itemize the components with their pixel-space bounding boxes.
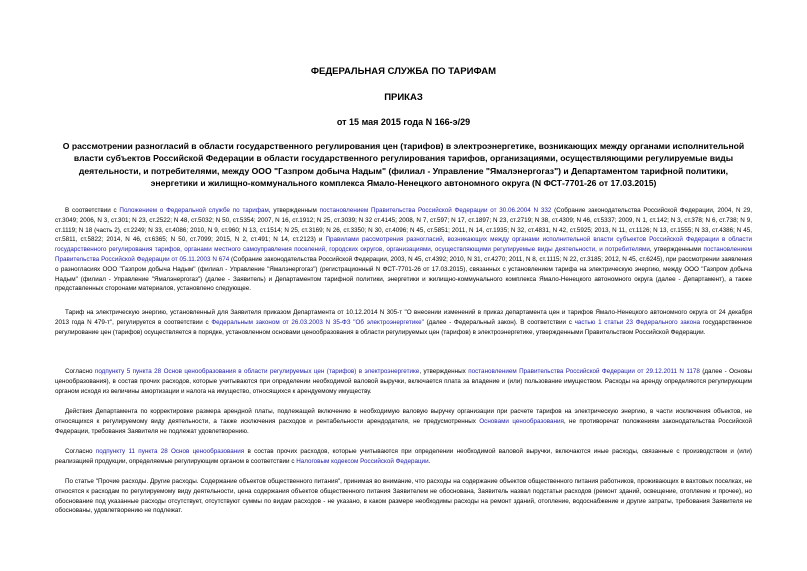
link-decree-1178[interactable]: постановлением Правительства Российской Федерации от 29.12.2011 N 1178 xyxy=(468,368,700,375)
paragraph-text: Действия Департамента по корректировке размера арендной платы, подлежащей включению в необходимую валовую выручку организации при расчете тарифов на электрическую энергию, в части исключения объектов, не относящихся к регулируемому виду деятельности, а также исключения расходов и рентабельности арендодателя, не предусмотренных xyxy=(55,408,752,425)
paragraph-text: Тариф на электрическую энергию, установленный для Заявителя приказом Департамента от 10.12.2014 N 305-т "О внесении изменений в приказ департамента цен и тарифов Ямало-Ненецкого автономного округа от 24 декабря 2013 года N 479-т", регулируется в соответствии с xyxy=(55,309,752,326)
agency-name: ФЕДЕРАЛЬНАЯ СЛУЖБА ПО ТАРИФАМ xyxy=(310,66,497,77)
paragraph-text: (Собрание законодательства Российской Федерации, 2003, N 45, ст.4392; 2010, N 31, ст.4270; 2011, N 8, ст.1115; N 22, ст.3185; 2012, N 45, ст.6245), при рассмотрении заявления о разногласиях ООО "Газпром добыча Надым" (филиал - Управление "Ямалэнергогаз") (регистрационный N ФСТ-7701-26 от 17.03.2015), связанных с установлением тарифа на электрическую энергию, между ООО "Газпром добыча Надым" (филиал - Управление "Ямалэнергогаз") (далее - Заявитель) и Департаментом тарифной политики, энергетики и жилищно-коммунального комплекса Ямало-Ненецкого автономного округа (далее - Департамент), а также представленных сторонами материалов, установлено следующее. xyxy=(55,255,752,293)
document-date-number: от 15 мая 2015 года N 166-э/29 xyxy=(336,117,471,127)
link-decree-674[interactable]: постановлением Правительства Российской Федерации от 05.11.2003 N 674 xyxy=(55,246,752,263)
paragraph-text: , утвержденным xyxy=(268,207,320,214)
link-tax-code[interactable]: Налоговым кодексом Российской Федерации xyxy=(296,457,429,465)
link-fst-regulation[interactable]: Положением о Федеральной службе по тарифам xyxy=(119,207,269,214)
link-pricing-basics[interactable]: Основами ценообразования xyxy=(479,417,564,425)
link-dispute-rules[interactable]: Правилами рассмотрения разногласий, возникающих между органами исполнительной власти субъектов Российской Федерации в области государственного регулирования тарифов, органами местного самоуправления поселений, городских округов, организациями, осуществляющими регулируемые виды деятельности, и потребителями xyxy=(55,236,752,254)
document-title: О рассмотрении разногласий в области государственного регулирования цен (тарифов) в электроэнергетике, возникающих между органами исполнительной власти субъектов Российской Федерации в области государственного регулирования тарифов, организациями, осуществляющими регулируемые виды деятельности, и потребителями, между ООО "Газпром добыча Надым" (филиал - Управление "Ямалэнергогаз") и Департаментом тарифной политики, энергетики и жилищно-коммунального комплекса Ямало-Ненецкого автономного округа (N ФСТ-7701-26 от 17.03.2015) xyxy=(62,141,745,189)
link-subclause-5[interactable]: подпункту 5 пункта 28 Основ ценообразования в области регулируемых цен (тарифов) в электроэнергетике xyxy=(94,368,420,375)
paragraph-5 xyxy=(55,447,752,467)
link-article-23[interactable]: частью 1 статьи 23 Федерального закона xyxy=(574,318,701,326)
paragraph-text: , не противоречат положениям законодательства Российской Федерации, требования Заявителя не подлежат удовлетворению. xyxy=(55,417,752,435)
paragraph-text: По статье "Прочие расходы. Другие расходы. Содержание объектов общественного питания", принимая во внимание, что расходы на содержание объектов общественного питания работников, проживающих в вахтовых поселках, не относятся к расходам по регулируемому виду деятельности, цена содержания объектов общественного питания Заявителем не обоснована, Заявитель назвал подстатьи расходов (ремонт зданий, освещение, отопление и прочее), но обоснование под указанные расходы отсутствует, отсутствуют суммы по видам расходов - не указано, в каком размере необходимы расходы на ремонт зданий, отопление, водоснабжение и другие затраты, требования Заявителя не обоснованы, удовлетворению не подлежат. xyxy=(55,478,752,515)
paragraph-text: , утвержденных xyxy=(419,368,469,375)
paragraph-text: Согласно xyxy=(65,448,96,455)
link-subclause-11[interactable]: подпункту 11 пункта 28 Основ ценообразования xyxy=(95,448,245,455)
paragraph-4 xyxy=(55,407,752,436)
paragraph-3 xyxy=(55,367,752,396)
paragraph-text: В соответствии с xyxy=(65,207,120,214)
paragraph-text: (далее - Основы ценообразования), в состав прочих расходов, которые учитываются при определении необходимой валовой выручки, включается плата за владение и (или) пользование имуществом. Расходы на аренду определяются регулирующим органом исходя из величины амортизации и налога на имущество, относящихся к арендуемому имуществу. xyxy=(55,368,752,395)
paragraph-text: . xyxy=(428,457,431,465)
paragraph-2 xyxy=(55,308,752,337)
paragraph-text: в состав прочих расходов, которые учитываются при определении необходимой валовой выручки, включаются иные расходы, связанные с производством и (или) реализацией продукции, определяемые регулирующим органом в соответствии с xyxy=(55,448,753,465)
paragraph-text: Согласно xyxy=(65,368,95,375)
paragraph-6 xyxy=(55,477,752,516)
paragraph-1 xyxy=(55,206,752,294)
paragraph-text: государственное регулирование цен (тарифов) осуществляется в порядке, установленном основами ценообразования в области регулируемых цен (тарифов) в электроэнергетике, утвержденными Правительством Российской Федерации. xyxy=(55,318,753,336)
paragraph-text: (далее - Федеральный закон). В соответствии с xyxy=(423,318,575,326)
paragraph-text: (Собрание законодательства Российской Федерации, 2004, N 29, ст.3049; 2006, N 3, ст.301; N 23, ст.2522; N 48, ст.5032; N 50, ст.5354; 2007, N 16, ст.1912; N 25, ст.3039; N 32 ст.4145; 2008, N 7, ст.597; N 17, ст.1897; N 23, ст.2719; N 38, ст.4309; N 46, ст.5337; 2009, N 1, ст.142; N 3, ст.378; N 6, ст.738; N 9, ст.1119; N 18 (часть 2), ст.2249; N 33, ст.4086; 2010, N 9, ст.960; N 13, ст.1514; N 25, ст.3169; N 26, ст.3350; N 30, ст.4096; N 45, ст.5851; 2011, N 14, ст.1935; N 32, ст.4831, N 42, ст.5925; 2013, N 11, ст.1126; N 13, ст.1555; N 33, ст.4386; N 45, ст.5811, ст.5822; 2014, N 46, ст.6365; N 50, ст.7099; 2015, N 2, ст.491; N 14, ст.2123) и xyxy=(55,207,753,244)
link-federal-law-35[interactable]: Федеральным законом от 26.03.2003 N 35-ФЗ "Об электроэнергетике" xyxy=(211,318,424,326)
document-type: ПРИКАЗ xyxy=(384,92,423,103)
link-decree-332[interactable]: постановлением Правительства Российской Федерации от 30.06.2004 N 332 xyxy=(319,207,552,214)
paragraph-text: , утвержденными xyxy=(649,246,704,254)
